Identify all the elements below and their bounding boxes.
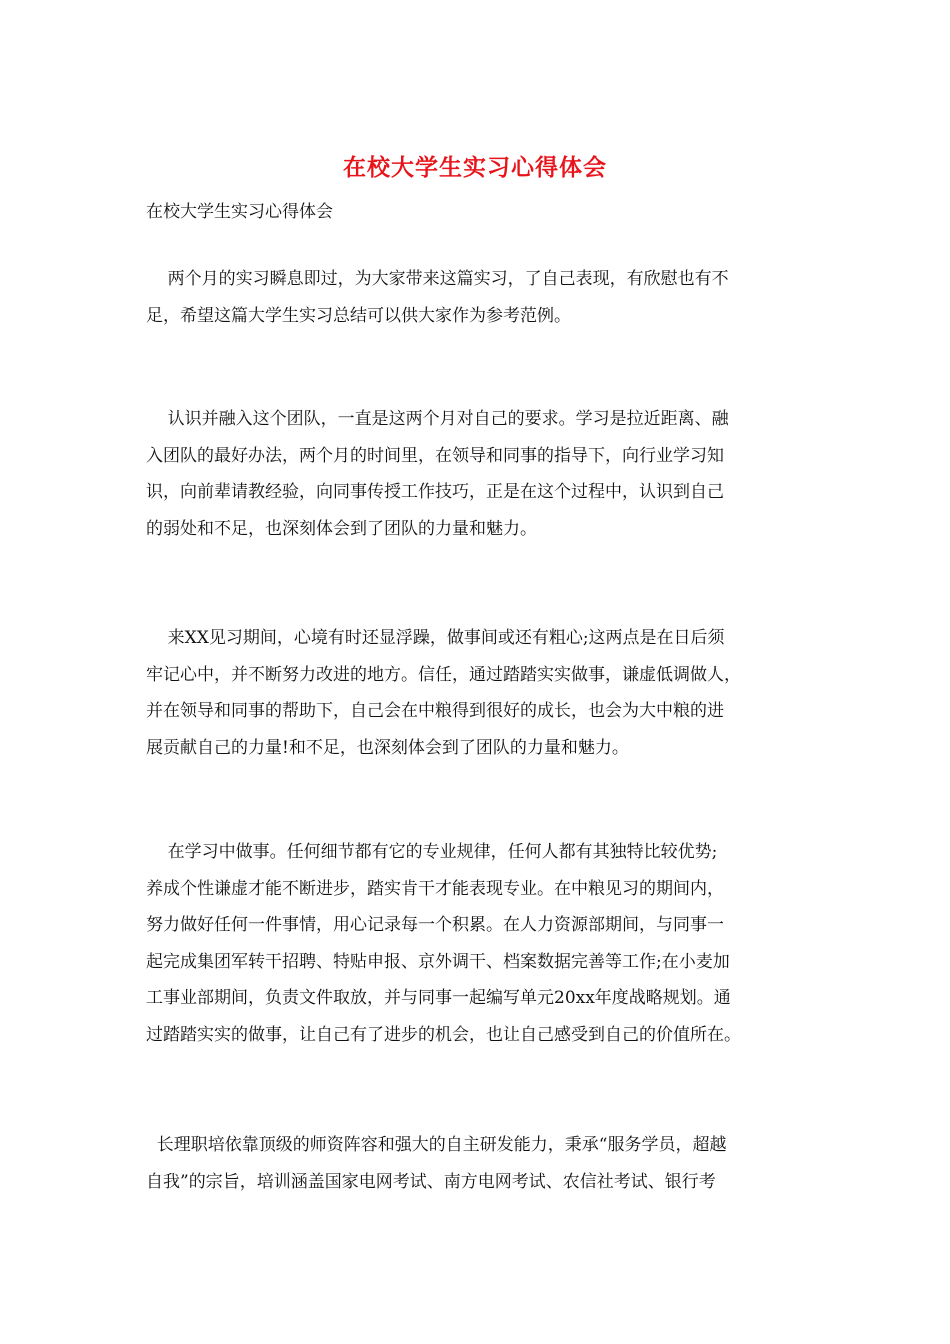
paragraph-3: [146, 620, 811, 766]
paragraph-line: 足，希望这篇大学生实习总结可以供大家作为参考范例。: [146, 305, 571, 326]
paragraph-line: 认识并融入这个团队，一直是这两个月对自己的要求。学习是拉近距离、融: [146, 409, 729, 429]
paragraph-line: 的弱处和不足，也深刻体会到了团队的力量和魅力。: [146, 518, 537, 539]
document-title: 在校大学生实习心得体会: [343, 154, 607, 181]
paragraph-4: [146, 834, 811, 1053]
paragraph-line: 工事业部期间，负责文件取放，并与同事一起编写单元20xx年度战略规划。通: [146, 988, 731, 1008]
paragraph-line: 努力做好任何一件事情，用心记录每一个积累。在人力资源部期间，与同事一: [146, 915, 724, 935]
paragraph-line: 养成个性谦虚才能不断进步，踏实肯干才能表现专业。在中粮见习的期间内，: [146, 878, 724, 899]
paragraph-line: 自我”的宗旨，培训涵盖国家电网考试、南方电网考试、农信社考试、银行考: [146, 1171, 716, 1192]
paragraph-1: [146, 261, 811, 334]
document-subtitle: 在校大学生实习心得体会: [146, 202, 333, 222]
paragraph-line: 展贡献自己的力量!和不足，也深刻体会到了团队的力量和魅力。: [146, 737, 629, 758]
paragraph-line: 在学习中做事。任何细节都有它的专业规律，任何人都有其独特比较优势;: [146, 842, 718, 862]
paragraph-line: 起完成集团军转干招聘、特贴申报、京外调干、档案数据完善等工作;在小麦加: [146, 951, 730, 972]
paragraph-line: 入团队的最好办法，两个月的时间里，在领导和同事的指导下，向行业学习知: [146, 445, 724, 466]
paragraph-line: 过踏踏实实的做事，让自己有了进步的机会，也让自己感受到自己的价值所在。: [146, 1024, 741, 1045]
paragraph-line: 识，向前辈请教经验，向同事传授工作技巧，正是在这个过程中，认识到自己: [146, 482, 724, 502]
paragraph-line: 两个月的实习瞬息即过，为大家带来这篇实习，了自己表现，有欣慰也有不: [146, 269, 729, 289]
paragraph-5: [146, 1127, 811, 1200]
paragraph-line: 牢记心中，并不断努力改进的地方。信任，通过踏踏实实做事，谦虚低调做人，: [146, 664, 741, 685]
paragraph-2: [146, 401, 811, 547]
paragraph-line: 来XX见习期间，心境有时还显浮躁，做事间或还有粗心;这两点是在日后须: [146, 628, 725, 648]
paragraph-line: 长理职培依靠顶级的师资阵容和强大的自主研发能力，秉承“服务学员，超越: [146, 1135, 727, 1155]
paragraph-line: 并在领导和同事的帮助下，自己会在中粮得到很好的成长，也会为大中粮的进: [146, 701, 724, 721]
